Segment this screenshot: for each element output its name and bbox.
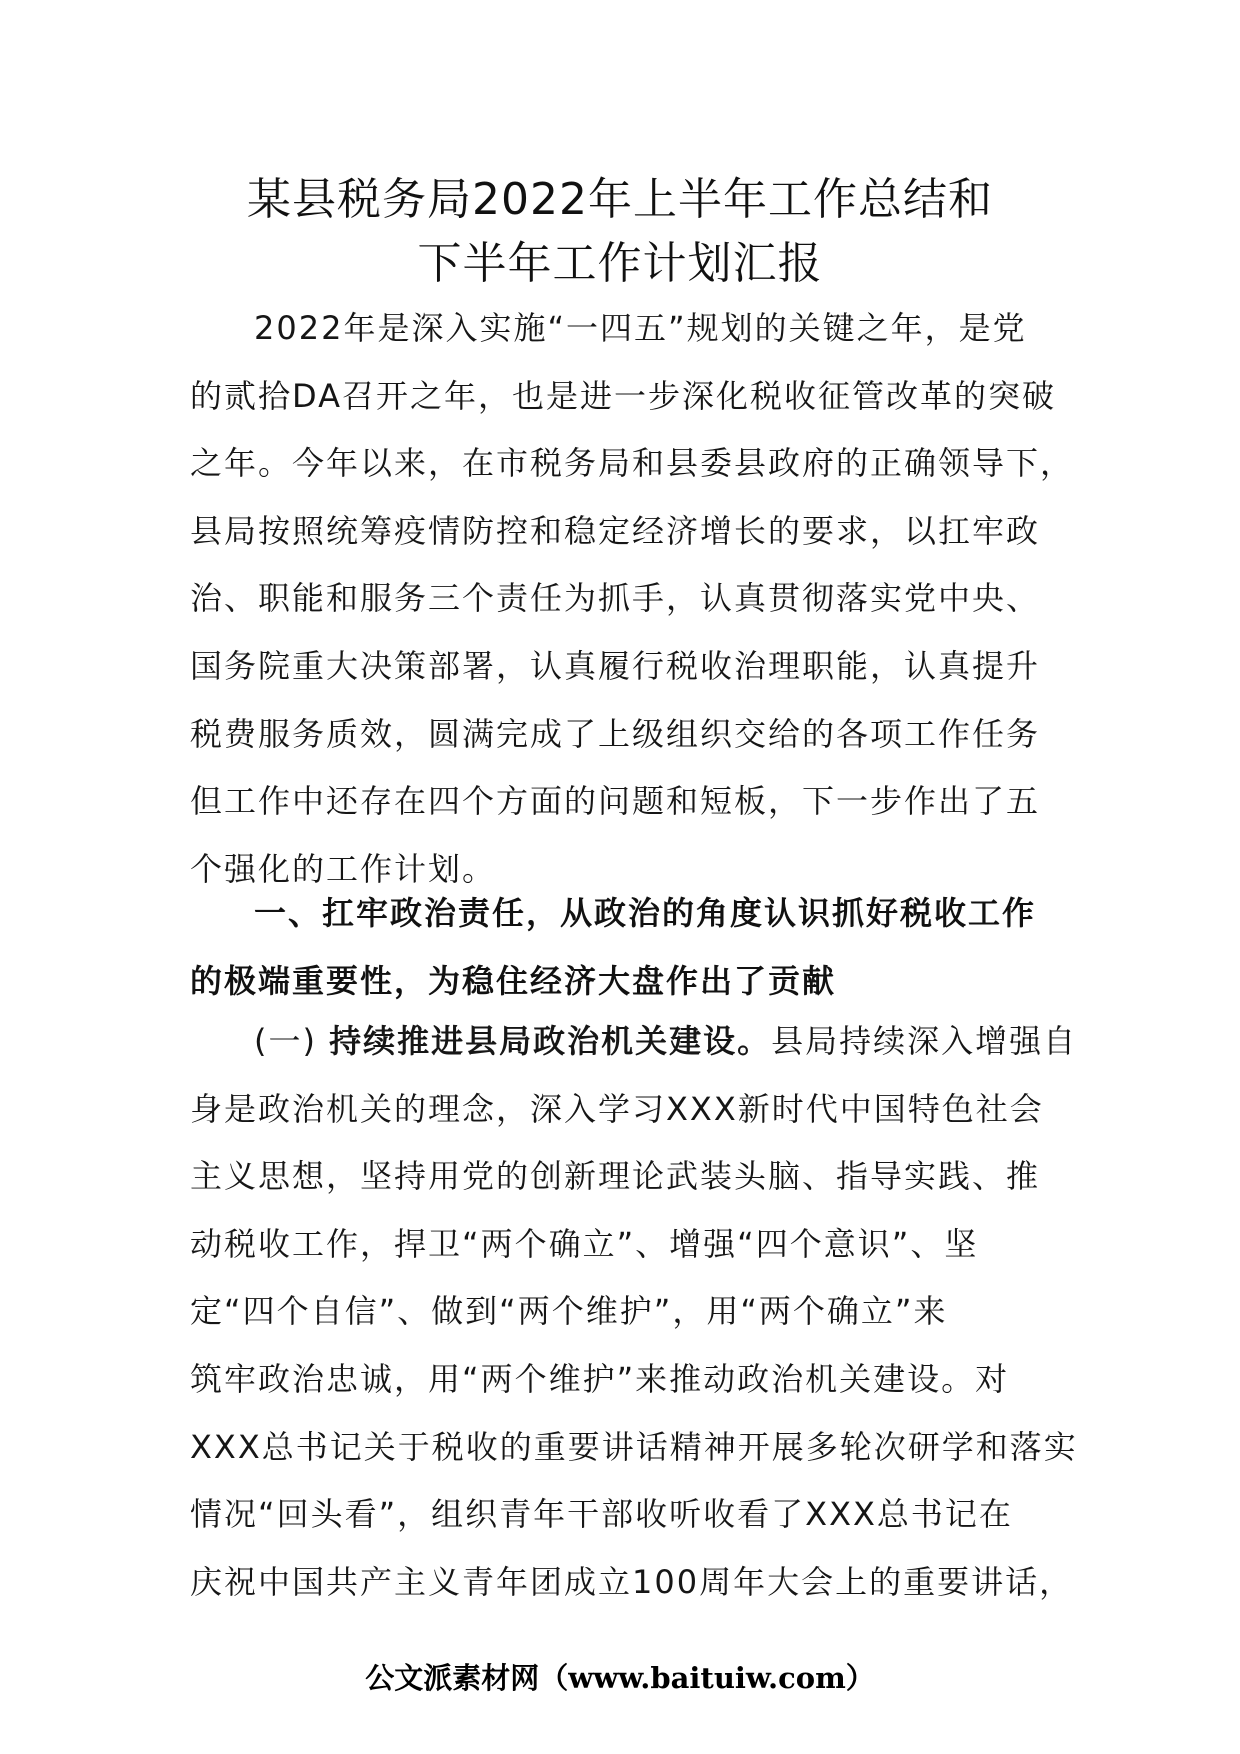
section-heading-line: 的极端重要性，为稳住经济大盘作出了贡献: [190, 961, 837, 1000]
intro-line: 2022年是深入实施“一四五”规划的关键之年，是党: [254, 309, 1027, 347]
subsection-line: 筑牢政治忠诚，用“两个维护”来推动政治机关建设。对: [190, 1359, 1010, 1398]
subsection-first-line: [190, 1008, 1078, 1076]
document-title-line-2: 下半年工作计划汇报: [417, 238, 823, 289]
intro-line: 之年。今年以来，在市税务局和县委县政府的正确领导下，: [190, 444, 1075, 483]
intro-line: 县局按照统筹疫情防控和稳定经济增长的要求，以扛牢政: [190, 511, 1041, 550]
subsection-marker: (一): [254, 1022, 317, 1060]
footer-url[interactable]: （www.baituiw.com）: [539, 1661, 875, 1695]
intro-line: 但工作中还存在四个方面的问题和短板，下一步作出了五: [190, 782, 1041, 821]
subsection-line: 动税收工作，捍卫“两个确立”、增强“四个意识”、坚: [190, 1224, 979, 1263]
intro-line: 税费服务质效，圆满完成了上级组织交给的各项工作任务: [190, 714, 1041, 753]
subsection-line: 定“四个自信”、做到“两个维护”，用“两个确立”来: [190, 1292, 948, 1331]
intro-paragraph: [190, 295, 1075, 903]
subsection-line: 情况“回头看”，组织青年干部收听收看了XXX总书记在: [190, 1495, 1013, 1534]
intro-line: 个强化的工作计划。: [190, 849, 497, 888]
document-title-line-1: 某县税务局2022年上半年工作总结和: [247, 174, 993, 225]
subsection-line: 主义思想，坚持用党的创新理论武装头脑、指导实践、推: [190, 1157, 1041, 1196]
subsection-title: 持续推进县局政治机关建设。: [329, 1022, 772, 1060]
footer-watermark: [0, 1658, 1240, 1698]
intro-line: 治、职能和服务三个责任为抓手，认真贯彻落实党中央、: [190, 579, 1041, 618]
subsection-line: 庆祝中国共产主义青年团成立100周年大会上的重要讲话，: [190, 1562, 1074, 1601]
intro-line: 国务院重大决策部署，认真履行税收治理职能，认真提升: [190, 646, 1041, 685]
section-1-heading: [190, 880, 1060, 1015]
intro-line: 的贰拾DA召开之年，也是进一步深化税收征管改革的突破: [190, 376, 1056, 415]
subsection-line: XXX总书记关于税收的重要讲话精神开展多轮次研学和落实: [190, 1427, 1078, 1466]
subsection-text: 县局持续深入增强自: [771, 1022, 1078, 1060]
section-heading-line: 一、扛牢政治责任，从政治的角度认识抓好税收工作: [254, 894, 1037, 932]
subsection-1-paragraph: [190, 1008, 1078, 1616]
subsection-line: 身是政治机关的理念，深入学习XXX新时代中国特色社会: [190, 1089, 1044, 1128]
footer-site-name: 公文派素材网: [365, 1661, 540, 1695]
